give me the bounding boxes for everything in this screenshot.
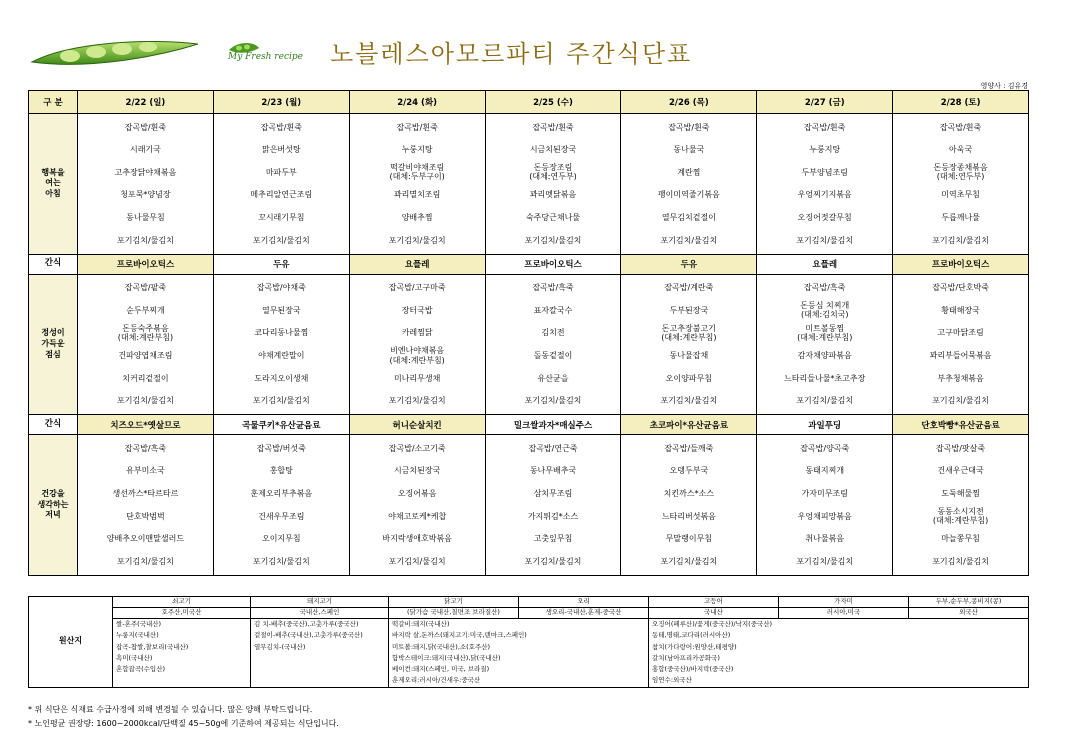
snack-cell: 요플레 — [349, 254, 485, 274]
dish-item: 열무된장국 — [261, 305, 301, 315]
pea-pod-icon — [30, 38, 200, 72]
origin-source: 호주산,미국산 — [113, 608, 251, 619]
dish-item: 잡곡밥/양곡죽 — [800, 443, 850, 453]
dinner-label: 건강을 생각하는 저녁 — [29, 435, 78, 576]
meal-cell — [893, 114, 1029, 255]
dish-item: 포기김치/물김치 — [252, 235, 310, 245]
dish-item: 생선까스*타르타르 — [112, 489, 179, 499]
dish-item: 코다리동나물찜 — [254, 328, 309, 338]
origin-detail-item: 참치(가다랑어:원양산,태평양) — [652, 642, 737, 651]
dish-item: 비엔나야채볶음 (대체:계란부침) — [389, 346, 445, 365]
meal-cell — [213, 114, 349, 255]
origin-detail-item: 열무김치-(국내산) — [254, 642, 306, 651]
dish-item: 잡곡밥/흰죽 — [939, 122, 982, 132]
dish-item: 꼬시래기무침 — [258, 213, 305, 223]
dish-item: 삼치무조림 — [533, 489, 573, 499]
dietitian-name: 영양사 : 김유경 — [980, 82, 1028, 90]
dish-item: 오징어볶음 — [397, 489, 437, 499]
dish-item: 부추청채볶음 — [937, 373, 984, 383]
dish-item: 감자채양파볶음 — [797, 351, 852, 361]
dish-item: 동나무배추국 — [529, 466, 577, 476]
dish-item: 건파양엽채조림 — [118, 351, 173, 361]
dish-item: 무말랭이무침 — [665, 534, 713, 544]
breakfast-row — [29, 114, 1029, 255]
dish-item: 오이양파무침 — [665, 373, 713, 383]
dish-item: 맑은버섯탕 — [261, 145, 301, 155]
footnotes — [28, 703, 339, 731]
day-header: 2/27 (금) — [757, 91, 893, 114]
day-header: 2/28 (토) — [893, 91, 1029, 114]
dish-item: 우엉찌기지볶음 — [797, 190, 852, 200]
dish-item: 돈등장종채볶음 (대체:연두부) — [933, 163, 988, 182]
origin-source: 생오리-국내산,훈제-중국산 — [519, 608, 649, 619]
snack-cell: 밀크쌀과자*매실주스 — [485, 415, 621, 435]
day-header-row — [29, 91, 1029, 114]
dish-item: 고춧잎무침 — [533, 534, 573, 544]
dish-item: 카레찜닭 — [401, 328, 433, 338]
meal-cell — [757, 435, 893, 576]
dish-item: 황태해장국 — [941, 305, 980, 315]
dish-item: 잡곡밥/흰죽 — [532, 122, 574, 132]
origin-item: 가자미 — [779, 597, 909, 608]
dish-item: 꽈리부들어묵볶음 — [929, 351, 992, 361]
meal-cell — [621, 435, 757, 576]
dish-item: 잡곡밥/야채죽 — [256, 283, 306, 293]
dish-item: 꽈리멧닭볶음 — [529, 190, 577, 200]
dish-item: 잡곡밥/들깨죽 — [664, 443, 714, 453]
dish-item: 포기김치/물김치 — [388, 556, 446, 566]
origin-detail-item: 흑미(국내산) — [116, 653, 153, 662]
dish-item: 팽이미역줄기볶음 — [657, 190, 720, 200]
day-header: 2/26 (목) — [621, 91, 757, 114]
meal-cell — [78, 114, 214, 255]
meal-cell — [621, 274, 757, 415]
dish-item: 열무김치겉절이 — [661, 213, 716, 223]
origin-detail-item: 훈제오리:러시아/건새우:중국산 — [392, 676, 481, 685]
dish-item: 포기김치/물김치 — [796, 396, 854, 406]
dish-item: 미역초무침 — [941, 190, 980, 200]
dish-item: 두부된장국 — [669, 305, 709, 315]
origin-details-row — [29, 619, 1029, 688]
dish-item: 아욱국 — [948, 145, 973, 155]
origin-source: 외국산 — [909, 608, 1029, 619]
dish-item: 야채고로케*케찹 — [388, 511, 447, 521]
origin-detail-item: 떡갈비:돼지(국내산) — [392, 620, 450, 628]
origin-detail-item: 잡곡-찹쌀,찰보리(국내산) — [116, 642, 189, 651]
snack-cell: 단호박빵*유산균음료 — [893, 415, 1029, 435]
snack-label: 간식 — [29, 254, 78, 274]
origin-detail-item: 동태,명태,코다리(러시아산) — [652, 631, 731, 640]
dish-item: 잡곡밥/흰죽 — [396, 122, 438, 132]
snack-cell: 허니순살치킨 — [349, 415, 485, 435]
origin-label: 원산지 — [29, 597, 113, 688]
meal-cell — [349, 114, 485, 255]
dish-item: 잡곡밥/흰죽 — [260, 122, 302, 132]
meal-cell — [893, 435, 1029, 576]
dish-item: 동나물잡채 — [669, 351, 709, 361]
dish-item: 잡곡밥/흰죽 — [804, 122, 846, 132]
meal-cell — [213, 274, 349, 415]
dish-item: 가지튀김*소스 — [527, 511, 579, 521]
meal-cell — [621, 114, 757, 255]
dish-item: 포기김치/물김치 — [117, 396, 174, 406]
dish-item: 숙주당근채나물 — [525, 213, 581, 223]
dish-item: 포기김치/물김치 — [117, 235, 174, 245]
dish-item: 포기김치/물김치 — [524, 235, 582, 245]
dish-item: 양배추오이맨말샐러드 — [106, 534, 185, 544]
snack-cell: 두유 — [213, 254, 349, 274]
meal-cell — [485, 435, 621, 576]
origin-items-row — [29, 597, 1029, 608]
origin-detail-item: 미트볼:돼지,닭(국내산),소(호주산) — [392, 642, 491, 651]
meal-cell — [78, 274, 214, 415]
dish-item: 가자미무조림 — [801, 489, 848, 499]
dinner-row — [29, 435, 1029, 576]
page-title: 노블레스아모르파티 주간식단표 — [330, 40, 693, 68]
lunch-label: 정성이 가득운 점심 — [29, 274, 78, 415]
dish-item: 동나물무침 — [126, 213, 165, 223]
dish-item: 포기김치/물김치 — [524, 396, 582, 406]
dish-item: 잡곡밥/흑죽 — [532, 283, 574, 293]
dish-item: 돈등숙주볶음 (대체:계란부침) — [117, 323, 174, 343]
dish-item: 미나리무생채 — [393, 373, 441, 383]
dish-item: 치커리겉절이 — [122, 373, 169, 383]
dish-item: 포기김치/물김치 — [660, 235, 718, 245]
origin-detail-item: 갈치(남아프리카공화국) — [652, 653, 720, 662]
dish-item: 돈등심 치찌개 (대체:김치국) — [800, 301, 850, 320]
day-header: 2/22 (일) — [78, 91, 214, 114]
origin-detail-item: 쌀-혼주(국내산) — [116, 620, 162, 628]
meal-cell — [213, 435, 349, 576]
corner-label: 구 분 — [29, 91, 78, 114]
dish-item: 포기김치/물김치 — [932, 235, 989, 245]
dish-item: 단호박범벅 — [126, 511, 165, 521]
snack-cell: 프로바이오틱스 — [485, 254, 621, 274]
snack-row-2 — [29, 415, 1029, 435]
dish-item: 잡곡밥/팥죽 — [124, 283, 167, 293]
snack-cell: 과일푸딩 — [757, 415, 893, 435]
dish-item: 고구마닭조림 — [937, 328, 984, 338]
origin-detail-item: 베이컨:돼지(스페인, 미국, 브라질) — [392, 665, 490, 674]
dish-item: 포기김치/물김치 — [117, 556, 174, 566]
dish-item: 잡곡밥/흰죽 — [124, 122, 167, 132]
origin-item: 고등어 — [649, 597, 779, 608]
origin-detail-item: 혼합잡곡(수입산) — [116, 665, 166, 674]
origin-detail-col — [113, 619, 251, 688]
dish-item: 느타리들나물*초고추장 — [784, 373, 866, 383]
dish-item: 잡곡밥/흑죽 — [124, 443, 167, 453]
dish-item: 포기김치/물김치 — [524, 556, 582, 566]
dish-item: 오징어젓갈무침 — [797, 213, 852, 223]
dish-item: 계란찜 — [677, 167, 701, 177]
snack-cell: 프로바이오틱스 — [893, 254, 1029, 274]
dish-item: 포기김치/물김치 — [796, 235, 854, 245]
snack-cell: 프로바이오틱스 — [78, 254, 214, 274]
snack-row-1 — [29, 254, 1029, 274]
origin-source: (닭가슴 국내산,칠면조 브라질산) — [389, 608, 519, 619]
origin-detail-item: 홍합(중국산)/바지락(중국산) — [652, 665, 734, 674]
dish-item: 두릅깨나물 — [941, 213, 980, 223]
dish-item: 바지락생애호박볶음 — [382, 534, 452, 544]
dish-item: 김치전 — [541, 328, 565, 338]
dish-item: 잡곡밥/계란죽 — [664, 283, 714, 293]
breakfast-label: 행복을 여는 아침 — [29, 114, 78, 255]
dish-item: 고추장닭야채볶음 — [114, 167, 177, 177]
snack-cell: 곡물쿠키*유산균음료 — [213, 415, 349, 435]
dish-item: 포기김치/물김치 — [252, 396, 310, 406]
origin-item: 오리 — [519, 597, 649, 608]
dish-item: 포기김치/물김치 — [660, 396, 718, 406]
origin-detail-item: 누룽지(국내산) — [116, 631, 159, 640]
snack-label: 간식 — [29, 415, 78, 435]
dish-item: 건새우무조림 — [258, 511, 305, 521]
dish-item: 도둑해물찜 — [941, 489, 980, 499]
dish-item: 잡곡밥/연근죽 — [528, 443, 578, 453]
meal-cell — [349, 274, 485, 415]
origin-source: 국내산 — [649, 608, 779, 619]
origin-item: 두부,순두부,콩비지(콩) — [909, 597, 1029, 608]
dish-item: 도라지오이생채 — [254, 373, 309, 383]
dish-item: 치킨까스*소스 — [663, 489, 715, 499]
dish-item: 유산균을 — [537, 373, 569, 383]
lunch-row — [29, 274, 1029, 415]
origin-detail-item: 오징어(페루산)/꽃게(중국산)/낙지(중국산) — [652, 620, 773, 628]
day-header: 2/24 (화) — [349, 91, 485, 114]
meal-cell — [893, 274, 1029, 415]
dish-item: 메추리알연근조림 — [250, 190, 313, 200]
origin-item: 닭고기 — [389, 597, 519, 608]
origin-detail-item: 바지락 살,돈까스(돼지고기:미국,덴마크,스페인) — [392, 631, 527, 640]
dish-item: 느타리버섯볶음 — [661, 511, 716, 521]
dish-item: 돌동겉절이 — [533, 351, 573, 361]
dish-item: 동나물국 — [673, 145, 705, 155]
weekly-menu-table — [28, 90, 1029, 576]
dish-item: 잡곡밥/버섯죽 — [256, 443, 306, 453]
origin-detail-item: 임연수:외국산 — [652, 676, 692, 685]
dish-item: 두부양념조림 — [801, 167, 848, 177]
dish-item: 잡곡밥/고구마죽 — [388, 283, 446, 293]
origin-sources-row — [29, 608, 1029, 619]
dish-item: 순두부찌개 — [126, 305, 165, 315]
snack-cell: 두유 — [621, 254, 757, 274]
snack-cell: 치즈오드*옛살므로 — [78, 415, 214, 435]
dish-item: 표자칼국수 — [533, 305, 573, 315]
dish-item: 오이지무침 — [261, 534, 301, 544]
meal-cell — [757, 114, 893, 255]
dish-item: 돈고추장불고기 (대체:계란부침) — [661, 323, 717, 343]
dish-item: 포기김치/물김치 — [796, 556, 854, 566]
dish-item: 동동소시지전 (대체:계란부침) — [932, 507, 989, 526]
dish-item: 유부미소국 — [126, 466, 165, 476]
origin-source: 국내산,스페인 — [251, 608, 389, 619]
dish-item: 돈등장조림 (대체:연두부) — [529, 163, 577, 182]
dish-item: 누룽지탕 — [401, 145, 433, 155]
dish-item: 양배추찜 — [401, 213, 433, 223]
dish-item: 시금치된장국 — [393, 466, 441, 476]
dish-item: 잡곡밥/팟살죽 — [936, 443, 986, 453]
footnote: * 위 식단은 식재료 수급사정에 의해 변경될 수 있습니다. 많은 양해 부탁드립니다. — [28, 705, 313, 714]
origin-detail-item: 함박스테이크:돼지(국내산),닭(국내산) — [392, 653, 501, 662]
meal-cell — [485, 114, 621, 255]
dish-item: 장터국밥 — [401, 305, 433, 315]
dish-item: 잡곡밥/흑죽 — [804, 283, 846, 293]
dish-item: 마파두부 — [265, 167, 297, 177]
brand-text: My Fresh recipe — [228, 52, 303, 62]
origin-detail-col — [649, 619, 1029, 688]
meal-cell — [78, 435, 214, 576]
origin-detail-item: 겉절이-배추(국내산),고춧가루(중국산) — [254, 631, 363, 640]
origin-detail-col — [389, 619, 649, 688]
origin-detail-item: 김 치-배추(중국산),고춧가루(중국산) — [254, 620, 359, 628]
dish-item: 우엉채피망볶음 — [797, 511, 852, 521]
dish-item: 잡곡밥/단호박죽 — [932, 283, 989, 293]
origin-detail-col — [251, 619, 389, 688]
snack-cell: 초코파이*유산균음료 — [621, 415, 757, 435]
dish-item: 마늘쫑무침 — [941, 534, 980, 544]
day-header: 2/25 (수) — [485, 91, 621, 114]
dish-item: 시래기국 — [129, 145, 161, 155]
dish-item: 잡곡밥/소고기죽 — [388, 443, 446, 453]
dish-item: 미트볼동찜 (대체:계란부침) — [797, 323, 853, 343]
dish-item: 훈제오리부추볶음 — [250, 489, 313, 499]
dish-item: 동태지찌개 — [805, 466, 845, 476]
dish-item: 포기김치/물김치 — [660, 556, 718, 566]
day-header: 2/23 (월) — [213, 91, 349, 114]
dish-item: 포기김치/물김치 — [252, 556, 310, 566]
origin-table — [28, 596, 1029, 688]
dish-item: 포기김치/물김치 — [932, 556, 989, 566]
dish-item: 건새우근대국 — [937, 466, 984, 476]
dish-item: 누룽지탕 — [809, 145, 841, 155]
dish-item: 오뎅두부국 — [669, 466, 709, 476]
origin-item: 돼지고기 — [251, 597, 389, 608]
dish-item: 취나물볶음 — [805, 534, 845, 544]
page-header — [0, 0, 1076, 90]
dish-item: 포기김치/물김치 — [932, 396, 989, 406]
dish-item: 홍합탕 — [269, 466, 293, 476]
dish-item: 잡곡밥/흰죽 — [668, 122, 710, 132]
dish-item: 포기김치/물김치 — [388, 235, 446, 245]
snack-cell: 요플레 — [757, 254, 893, 274]
origin-item: 쇠고기 — [113, 597, 251, 608]
dish-item: 청포묵*양념장 — [120, 190, 171, 200]
meal-cell — [485, 274, 621, 415]
origin-source: 러시아,미국 — [779, 608, 909, 619]
dish-item: 떡갈비야채조림 (대체:두부구이) — [389, 163, 445, 182]
footnote: * 노인평균 권장량: 1600~2000kcal/단백질 45~50g에 기준하여 제공되는 식단입니다. — [28, 719, 339, 728]
meal-cell — [757, 274, 893, 415]
dish-item: 포기김치/물김치 — [388, 396, 446, 406]
meal-cell — [349, 435, 485, 576]
dish-item: 시금치된장국 — [529, 145, 577, 155]
dish-item: 꽈리멸치조림 — [393, 190, 441, 200]
dish-item: 야채계란말이 — [258, 351, 305, 361]
